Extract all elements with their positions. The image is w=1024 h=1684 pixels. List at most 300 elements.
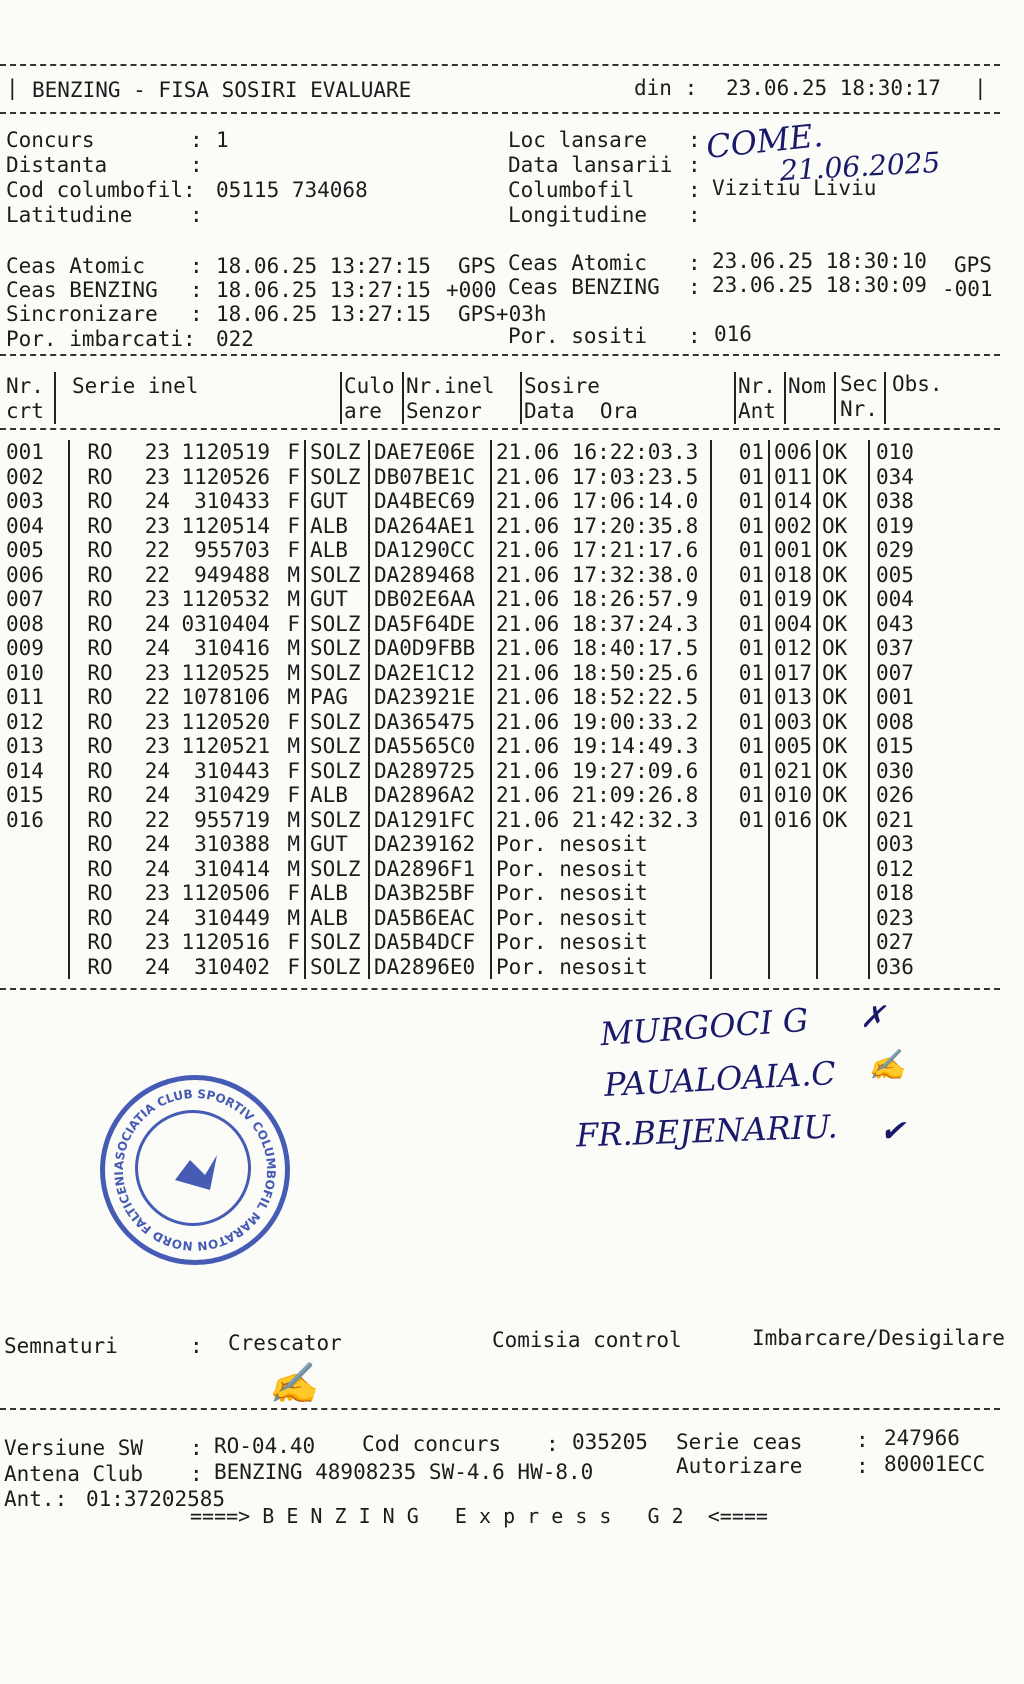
table-row	[6, 538, 936, 563]
info-sep: :	[190, 203, 203, 227]
cell-color: GUT	[305, 587, 369, 612]
cell-color: SOLZ	[305, 955, 369, 980]
cell-ant: 01	[711, 587, 769, 612]
clock-value: 23.06.25 18:30:09	[712, 273, 927, 297]
table-row	[6, 465, 936, 490]
cell-cc: RO	[87, 587, 113, 611]
table-row	[6, 661, 936, 686]
cell-yr: 23	[144, 930, 170, 954]
cell-obs: 005	[876, 562, 914, 587]
cell-arrival: 21.06 19:14:49.3	[491, 734, 711, 759]
cell-sensor: DA0D9FBB	[369, 636, 491, 661]
cell-cc: RO	[87, 440, 113, 464]
cell-cc: RO	[87, 783, 113, 807]
cell-obs: 030	[876, 758, 914, 783]
cell-arrival: 21.06 18:26:57.9	[491, 587, 711, 612]
cell-color: SOLZ	[305, 808, 369, 833]
cell-ant	[711, 881, 769, 906]
cell-yr: 23	[144, 709, 170, 734]
bird-icon	[175, 1155, 217, 1190]
club-stamp	[100, 1075, 290, 1265]
cell-ring: 1120521	[181, 734, 270, 758]
cell-nom: 011	[769, 465, 817, 490]
cell-nr	[6, 832, 69, 857]
clock-label: Sincronizare	[6, 302, 158, 326]
clock-label: Ceas BENZING	[6, 278, 158, 302]
cell-color: ALB	[305, 514, 369, 539]
cell-arrival: 21.06 19:00:33.2	[491, 710, 711, 735]
clock-suffix: GPS+03h	[458, 302, 547, 326]
cell-cc: RO	[87, 636, 113, 660]
cell-yr: 24	[144, 783, 170, 807]
cell-sensor: DA239162	[369, 832, 491, 857]
cell-sensor: DA2E1C12	[369, 661, 491, 686]
header-culoare2: are	[344, 399, 382, 423]
cell-obs: 008	[876, 709, 914, 734]
cell-arrival: Por. nesosit	[491, 881, 711, 906]
cell-sex: F	[270, 440, 305, 465]
handwritten-signer-1: MURGOCI G	[598, 1000, 810, 1054]
cell-ant: 01	[711, 734, 769, 759]
cell-yr: 24	[144, 758, 170, 783]
cell-color: ALB	[305, 538, 369, 563]
table-row	[6, 808, 936, 833]
cell-cc: RO	[87, 734, 113, 758]
cell-sex: F	[270, 489, 305, 514]
cell-ant	[711, 930, 769, 955]
cell-obs: 036	[876, 954, 914, 979]
header-senzor1: Nr.inel	[406, 374, 495, 398]
cell-arrival: 21.06 18:37:24.3	[491, 612, 711, 637]
cell-yr: 22	[144, 562, 170, 587]
footer-sep: :	[190, 1436, 203, 1460]
cell-nr: 004	[6, 514, 69, 539]
cell-sex: F	[270, 538, 305, 563]
cell-color: SOLZ	[305, 759, 369, 784]
signature-mark-1: ✗	[860, 1000, 886, 1035]
cell-arrival: 21.06 17:21:17.6	[491, 538, 711, 563]
cell-sex: F	[270, 514, 305, 539]
cell-nr: 013	[6, 734, 69, 759]
footer-versiune-label: Versiune SW	[4, 1436, 144, 1460]
cell-obs: 018	[876, 881, 914, 905]
cell-ring: 1078106	[181, 685, 270, 709]
cell-nom: 005	[769, 734, 817, 759]
cell-nom: 014	[769, 489, 817, 514]
cell-obs: 019	[876, 513, 914, 538]
cell-sec	[817, 832, 869, 857]
cell-nr: 001	[6, 440, 69, 465]
header-obs: Obs.	[892, 372, 943, 396]
cell-sec	[817, 857, 869, 882]
cell-nom	[769, 930, 817, 955]
cell-ant: 01	[711, 808, 769, 833]
header-sosire2: Data Ora	[524, 399, 638, 423]
cell-yr: 23	[144, 734, 170, 758]
cell-arrival: 21.06 17:20:35.8	[491, 514, 711, 539]
header-divider	[884, 372, 886, 424]
info-sep: :	[183, 178, 196, 202]
info-sep: :	[190, 153, 203, 177]
header-divider	[784, 372, 786, 424]
cell-nr: 005	[6, 538, 69, 563]
footer-versiune-value: RO-04.40	[214, 1434, 316, 1458]
cell-arrival: 21.06 17:03:23.5	[491, 465, 711, 490]
info-label-latitudine: Latitudine	[6, 203, 133, 227]
cell-obs: 007	[876, 660, 914, 685]
cell-cc: RO	[87, 758, 113, 783]
cell-ring: 1120525	[181, 660, 270, 685]
crescator-signature-mark: ✍	[268, 1361, 318, 1407]
cell-cc: RO	[87, 905, 113, 930]
cell-ant: 01	[711, 489, 769, 514]
cell-ring: 1120516	[181, 930, 270, 954]
footer-cod-value: 035205	[572, 1430, 648, 1454]
info-value-concurs: 1	[216, 128, 229, 152]
signature-imbarcare: Imbarcare/Desigilare	[752, 1326, 1005, 1350]
date-value: 23.06.25 18:30:17	[726, 76, 941, 100]
cell-nom	[769, 906, 817, 931]
info-label-concurs: Concurs	[6, 128, 95, 152]
cell-sensor: DA365475	[369, 710, 491, 735]
cell-ant	[711, 832, 769, 857]
cell-arrival: Por. nesosit	[491, 955, 711, 980]
cell-ring: 310449	[194, 905, 270, 930]
footer-autorizare-value: 80001ECC	[884, 1452, 986, 1476]
cell-nr: 006	[6, 563, 69, 588]
cell-sec: OK	[817, 759, 869, 784]
cell-ant: 01	[711, 636, 769, 661]
cell-nom: 013	[769, 685, 817, 710]
cell-sex: F	[270, 612, 305, 637]
cell-sensor: DB02E6AA	[369, 587, 491, 612]
cell-nr	[6, 955, 69, 980]
cell-color: GUT	[305, 832, 369, 857]
info-label-columbofil: Columbofil	[508, 178, 635, 202]
cell-obs: 034	[876, 464, 914, 489]
cell-ring: 310433	[194, 489, 270, 513]
table-row	[6, 906, 936, 931]
cell-sec: OK	[817, 808, 869, 833]
cell-cc: RO	[87, 930, 113, 954]
cell-nr: 009	[6, 636, 69, 661]
cell-ant	[711, 955, 769, 980]
signatures-label: Semnaturi	[4, 1334, 118, 1358]
clock-label: Ceas Atomic	[6, 254, 146, 278]
cell-ring: 310402	[194, 954, 270, 979]
info-value-cod: 05115 734068	[216, 178, 368, 202]
footer-sep: :	[856, 1428, 869, 1452]
clock-sep: :	[190, 254, 203, 278]
cell-nom: 021	[769, 759, 817, 784]
cell-arrival: Por. nesosit	[491, 832, 711, 857]
cell-nom	[769, 857, 817, 882]
clock-sep: :	[688, 324, 701, 348]
clock-label: Por. imbarcati:	[6, 327, 196, 351]
cell-color: ALB	[305, 906, 369, 931]
header-divider	[54, 372, 56, 424]
cell-yr: 23	[144, 660, 170, 685]
cell-color: SOLZ	[305, 930, 369, 955]
info-label-loc: Loc lansare	[508, 128, 648, 152]
clock-label: Por. sositi	[508, 324, 648, 348]
cell-nr	[6, 857, 69, 882]
handwritten-date: 21.06.2025	[779, 145, 942, 188]
cell-color: ALB	[305, 783, 369, 808]
cell-ring: 1120520	[181, 709, 270, 734]
cell-nom: 001	[769, 538, 817, 563]
cell-sex: M	[270, 734, 305, 759]
cell-sensor: DA1291FC	[369, 808, 491, 833]
cell-sensor: DA2896A2	[369, 783, 491, 808]
header-ant2: Ant	[738, 399, 776, 423]
cell-ring: 1120514	[181, 513, 270, 538]
handwritten-signer-3: FR.BEJENARIU.	[575, 1107, 839, 1155]
table-row	[6, 685, 936, 710]
cell-color: SOLZ	[305, 734, 369, 759]
cell-ant: 01	[711, 685, 769, 710]
cell-yr: 24	[144, 489, 170, 513]
cell-nom: 003	[769, 710, 817, 735]
cell-ring: 310443	[194, 758, 270, 783]
header-divider	[734, 372, 736, 424]
cell-arrival: 21.06 18:52:22.5	[491, 685, 711, 710]
footer-top-rule	[0, 1408, 1000, 1410]
clock-suffix: +000	[446, 278, 497, 302]
cell-cc: RO	[87, 954, 113, 979]
cell-ant: 01	[711, 538, 769, 563]
cell-yr: 23	[144, 440, 170, 464]
cell-ring: 0310404	[181, 611, 270, 636]
table-row	[6, 587, 936, 612]
cell-color: SOLZ	[305, 563, 369, 588]
table-row	[6, 930, 936, 955]
cell-ant: 01	[711, 759, 769, 784]
cell-obs: 043	[876, 611, 914, 636]
footer-sep: :	[856, 1454, 869, 1478]
cell-sex: F	[270, 881, 305, 906]
cell-obs: 010	[876, 440, 914, 464]
clock-suffix: -001	[942, 277, 993, 301]
cell-obs: 026	[876, 783, 914, 807]
cell-color: SOLZ	[305, 661, 369, 686]
cell-ant: 01	[711, 465, 769, 490]
cell-arrival: 21.06 21:09:26.8	[491, 783, 711, 808]
cell-cc: RO	[87, 709, 113, 734]
footer-antena-value: BENZING 48908235 SW-4.6 HW-8.0	[214, 1460, 594, 1484]
info-sep: :	[688, 153, 701, 177]
cell-yr: 22	[144, 807, 170, 832]
info-label-cod-text: Cod columbofil	[6, 178, 184, 202]
cell-ring: 949488	[194, 562, 270, 587]
header-bottom-rule	[0, 112, 1000, 114]
signatures-sep: :	[190, 1334, 203, 1358]
cell-obs: 001	[876, 685, 914, 709]
header-right-pipe: |	[974, 76, 987, 100]
header-sosire1: Sosire	[524, 374, 600, 398]
cell-ring: 310429	[194, 783, 270, 807]
handwritten-signer-2: PAUALOAIA.C	[603, 1053, 837, 1105]
cell-sex: M	[270, 906, 305, 931]
cell-ring: 1120506	[181, 881, 270, 905]
cell-cc: RO	[87, 538, 113, 562]
header-divider	[340, 372, 342, 424]
cell-yr: 24	[144, 856, 170, 881]
clock-suffix: GPS	[458, 254, 496, 278]
cell-yr: 24	[144, 611, 170, 636]
footer-ant-value: 01:37202585	[86, 1487, 226, 1511]
clock-label: Ceas BENZING	[508, 275, 660, 299]
clock-value: 18.06.25 13:27:15	[216, 278, 431, 302]
handwritten-loc: COME.	[704, 115, 825, 167]
cell-sex: M	[270, 808, 305, 833]
cell-nr: 014	[6, 759, 69, 784]
table-header-rule	[0, 428, 1000, 430]
cell-sec: OK	[817, 538, 869, 563]
footer-autorizare-label: Autorizare	[676, 1454, 803, 1478]
cell-nom	[769, 832, 817, 857]
cell-cc: RO	[87, 562, 113, 587]
cell-ring: 955719	[194, 807, 270, 832]
footer-banner: ====> B E N Z I N G E x p r e s s G 2 <====	[190, 1504, 768, 1528]
header-culoare1: Culo	[344, 374, 395, 398]
cell-yr: 22	[144, 538, 170, 562]
cell-nom: 002	[769, 514, 817, 539]
clock-label-text: Por. imbarcati	[6, 327, 184, 351]
cell-sensor: DA5F64DE	[369, 612, 491, 637]
cell-arrival: 21.06 18:40:17.5	[491, 636, 711, 661]
cell-arrival: 21.06 18:50:25.6	[491, 661, 711, 686]
cell-nr: 011	[6, 685, 69, 710]
cell-sex: M	[270, 832, 305, 857]
cell-sec: OK	[817, 783, 869, 808]
info-value-columbofil: Vizitiu Liviu	[712, 176, 877, 200]
cell-nom: 012	[769, 636, 817, 661]
cell-sensor: DA23921E	[369, 685, 491, 710]
header-divider	[834, 372, 836, 424]
cell-arrival: 21.06 17:32:38.0	[491, 563, 711, 588]
cell-sex: M	[270, 857, 305, 882]
clock-sep: :	[688, 275, 701, 299]
cell-obs: 037	[876, 636, 914, 660]
header-crt: crt	[6, 399, 44, 423]
cell-cc: RO	[87, 611, 113, 636]
cell-yr: 24	[144, 905, 170, 930]
date-label: din :	[634, 76, 698, 100]
cell-sex: F	[270, 783, 305, 808]
header-left-pipe: |	[6, 76, 19, 100]
cell-sex: F	[270, 465, 305, 490]
signature-comisia: Comisia control	[492, 1328, 682, 1352]
cell-nom	[769, 881, 817, 906]
cell-sensor: DA289468	[369, 563, 491, 588]
cell-nom: 018	[769, 563, 817, 588]
table-row	[6, 514, 936, 539]
cell-sex: F	[270, 955, 305, 980]
cell-cc: RO	[87, 881, 113, 905]
cell-sex: F	[270, 759, 305, 784]
cell-arrival: 21.06 21:42:32.3	[491, 808, 711, 833]
cell-nr	[6, 881, 69, 906]
cell-obs: 038	[876, 489, 914, 513]
header-ant1: Nr.	[738, 374, 776, 398]
cell-sensor: DA264AE1	[369, 514, 491, 539]
cell-obs: 027	[876, 930, 914, 954]
table-top-rule	[0, 354, 1000, 356]
cell-arrival: Por. nesosit	[491, 930, 711, 955]
cell-obs: 012	[876, 856, 914, 881]
stamp-ring-text: ASOCIATIA CLUB SPORTIV COLUMBOFIL MARATON NORD FALTICENI	[111, 1086, 279, 1254]
cell-nr	[6, 930, 69, 955]
clock-value: 18.06.25 13:27:15	[216, 254, 431, 278]
cell-ant: 01	[711, 563, 769, 588]
cell-sensor: DA3B25BF	[369, 881, 491, 906]
cell-color: ALB	[305, 881, 369, 906]
cell-yr: 24	[144, 954, 170, 979]
cell-nom: 019	[769, 587, 817, 612]
cell-ant: 01	[711, 710, 769, 735]
cell-ant: 01	[711, 612, 769, 637]
cell-ring: 310388	[194, 832, 270, 856]
page-title: BENZING - FISA SOSIRI EVALUARE	[32, 78, 412, 102]
cell-cc: RO	[87, 832, 113, 856]
cell-yr: 24	[144, 636, 170, 660]
clock-suffix: GPS	[954, 253, 992, 277]
header-divider	[520, 372, 522, 424]
table-row	[6, 636, 936, 661]
info-label-data-lansarii: Data lansarii	[508, 153, 673, 177]
cell-nr	[6, 906, 69, 931]
table-row	[6, 881, 936, 906]
cell-sensor: DA2896E0	[369, 955, 491, 980]
info-sep: :	[688, 128, 701, 152]
cell-nom: 004	[769, 612, 817, 637]
cell-color: SOLZ	[305, 710, 369, 735]
cell-sec: OK	[817, 710, 869, 735]
cell-obs: 029	[876, 538, 914, 562]
cell-sec	[817, 930, 869, 955]
cell-obs: 015	[876, 734, 914, 758]
info-sep: :	[688, 178, 701, 202]
arrivals-table	[6, 440, 936, 979]
cell-nr: 010	[6, 661, 69, 686]
cell-sex: M	[270, 685, 305, 710]
info-sep: :	[688, 203, 701, 227]
cell-sex: F	[270, 930, 305, 955]
cell-sensor: DA1290CC	[369, 538, 491, 563]
footer-serie-label: Serie ceas	[676, 1430, 803, 1454]
footer-serie-value: 247966	[884, 1426, 960, 1450]
cell-obs: 004	[876, 587, 914, 611]
cell-ant: 01	[711, 514, 769, 539]
cell-sensor: DA4BEC69	[369, 489, 491, 514]
table-bottom-rule	[0, 988, 1000, 990]
header-nr: Nr.	[6, 374, 44, 398]
footer-antena-label: Antena Club	[4, 1462, 144, 1486]
cell-sec	[817, 906, 869, 931]
cell-ant	[711, 906, 769, 931]
signature-crescator: Crescator	[228, 1331, 342, 1355]
header-nom: Nom	[788, 374, 826, 398]
header-sec1: Sec	[840, 372, 878, 396]
cell-cc: RO	[87, 685, 113, 709]
cell-yr: 23	[144, 464, 170, 489]
clock-label: Ceas Atomic	[508, 251, 648, 275]
table-row	[6, 857, 936, 882]
table-row	[6, 612, 936, 637]
cell-nom: 010	[769, 783, 817, 808]
info-label-distanta: Distanta	[6, 153, 108, 177]
